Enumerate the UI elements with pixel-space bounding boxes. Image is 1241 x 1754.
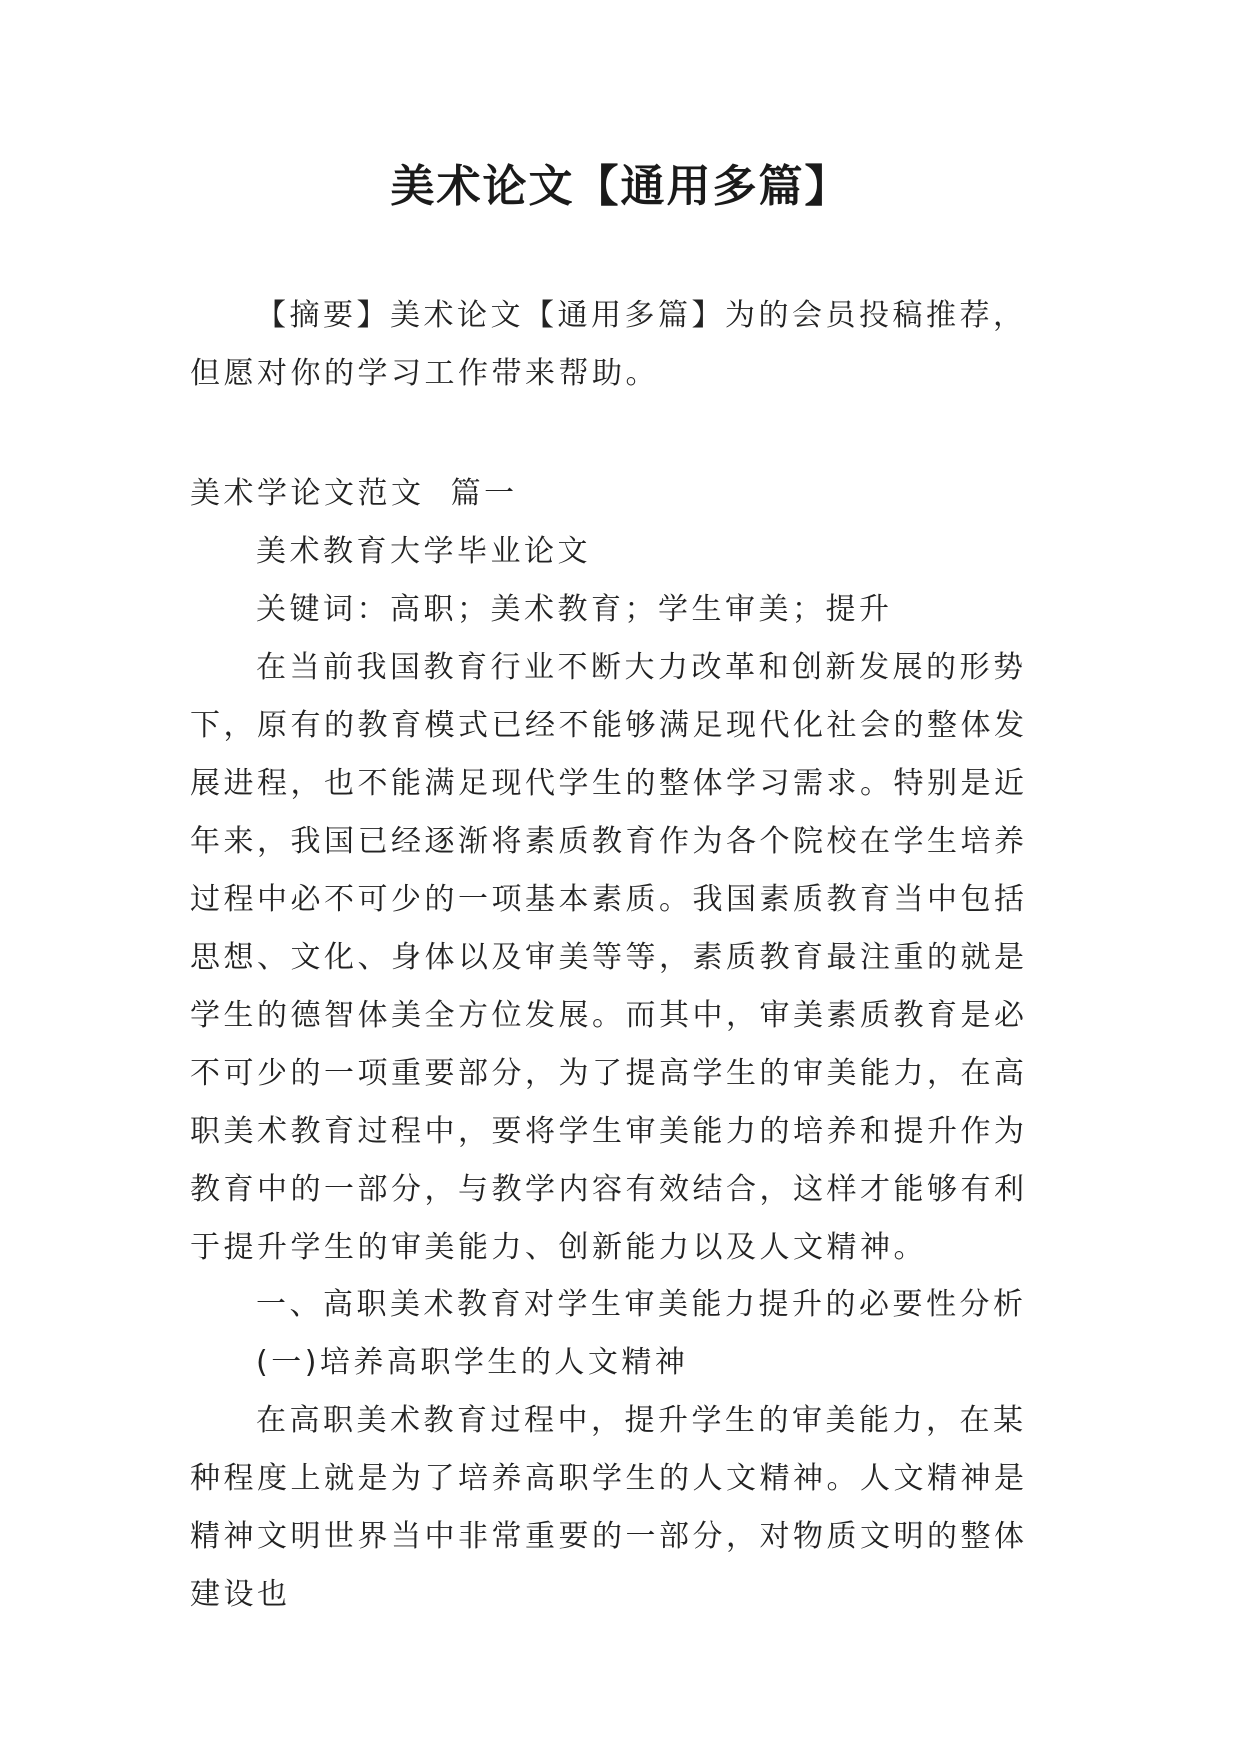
section-title: 美术学论文范文 篇一 xyxy=(190,476,518,511)
body-paragraph-2: 在高职美术教育过程中，提升学生的审美能力，在某种程度上就是为了培养高职学生的人文精神。人文精神是精神文明世界当中非常重要的一部分，对物质文明的整体建设也 xyxy=(190,1403,1028,1612)
document-title: 美术论文【通用多篇】 xyxy=(390,161,851,212)
section-heading-2: (一)培养高职学生的人文精神 xyxy=(256,1345,689,1380)
body-paragraph-1: 在当前我国教育行业不断大力改革和创新发展的形势下，原有的教育模式已经不能够满足现代化社会的整体发展进程，也不能满足现代学生的整体学习需求。特别是近年来，我国已经逐渐将素质教育作为各个院校在学生培养过程中必不可少的一项基本素质。我国素质教育当中包括思想、文化、身体以及审美等等，素质教育最注重的就是学生的德智体美全方位发展。而其中，审美素质教育是必不可少的一项重要部分，为了提高学生的审美能力，在高职美术教育过程中，要将学生审美能力的培养和提升作为教育中的一部分，与教学内容有效结合，这样才能够有利于提升学生的审美能力、创新能力以及人文精神。 xyxy=(190,650,1028,1265)
section-heading-1: 一、高职美术教育对学生审美能力提升的必要性分析 xyxy=(256,1287,1027,1322)
sub-title: 美术教育大学毕业论文 xyxy=(256,534,591,569)
abstract-paragraph: 【摘要】美术论文【通用多篇】为的会员投稿推荐，但愿对你的学习工作带来帮助。 xyxy=(190,298,1027,391)
keywords-line: 关键词：高职；美术教育；学生审美；提升 xyxy=(256,592,893,627)
